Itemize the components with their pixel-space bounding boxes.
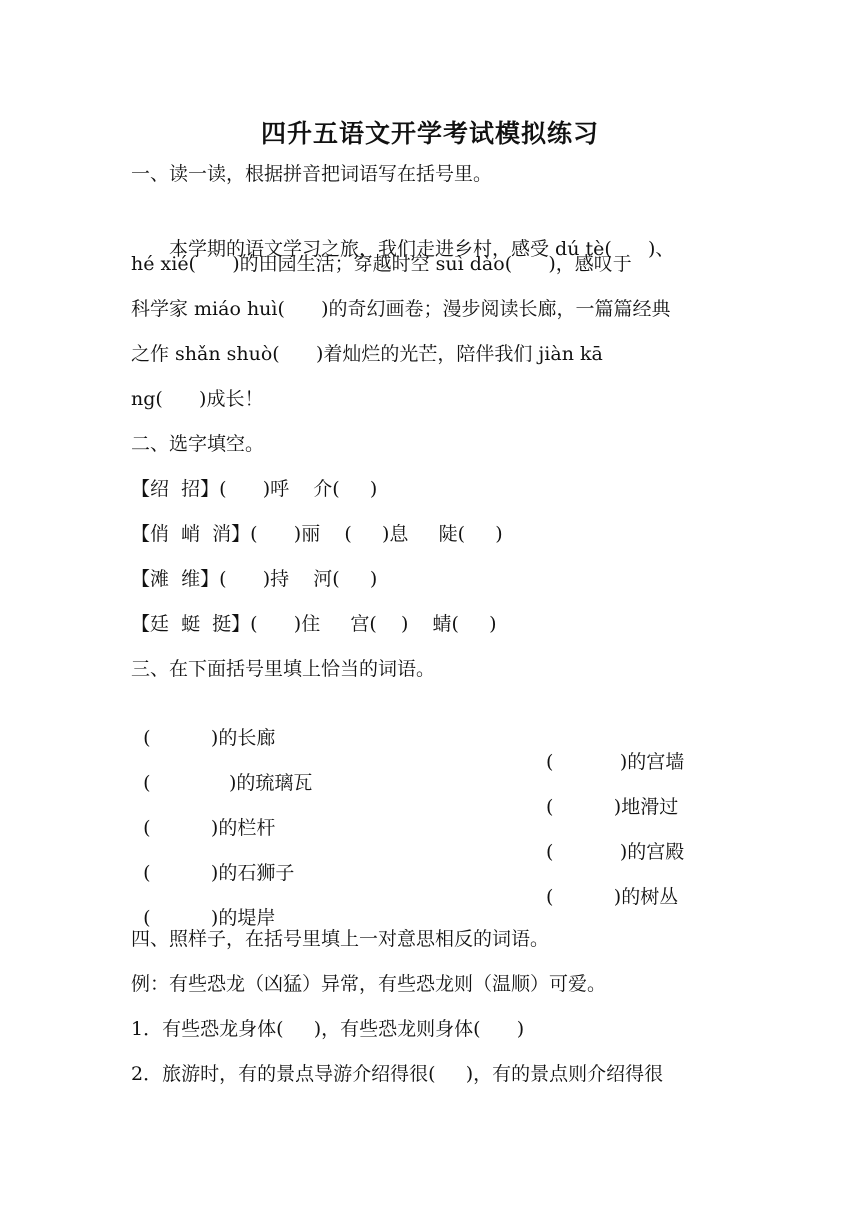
choice-item: 【滩 维】( )持 河( ) xyxy=(131,568,378,590)
choice-item: 【廷 蜓 挺】( )住 宫( ) 蜻( ) xyxy=(131,613,497,635)
page-title: 四升五语文开学考试模拟练习 xyxy=(260,119,599,148)
section-2-heading: 二、选字填空。 xyxy=(131,433,265,455)
fill-item: ( )的树丛 xyxy=(546,886,679,908)
section-4-heading: 四、照样子，在括号里填上一对意思相反的词语。 xyxy=(131,928,550,950)
fill-item: ( )的石狮子 xyxy=(143,862,295,884)
fill-item: ( )的栏杆 xyxy=(143,817,276,839)
fill-row xyxy=(131,882,276,929)
section-3-heading: 三、在下面括号里填上恰当的词语。 xyxy=(131,658,436,680)
section-1-paragraph-line: ng( )成长！ xyxy=(131,388,264,410)
fill-item: ( )的宫墙 xyxy=(546,751,685,773)
fill-item: ( )的长廊 xyxy=(143,727,276,749)
question-item: 1．有些恐龙身体( )，有些恐龙则身体( ) xyxy=(131,1018,525,1040)
fill-item: ( )的琉璃瓦 xyxy=(143,772,313,794)
fill-item: ( )的堤岸 xyxy=(143,907,276,929)
fill-row xyxy=(131,702,685,773)
section-1-paragraph-line: 之作 shǎn shuò( )着灿烂的光芒，陪伴我们 jiàn kā xyxy=(131,343,603,365)
section-1-paragraph-line: hé xié( )的田园生活；穿越时空 suì dào( )，感叹于 xyxy=(131,253,632,275)
example-sentence: 例：有些恐龙（凶猛）异常，有些恐龙则（温顺）可爱。 xyxy=(131,973,607,995)
choice-item: 【俏 峭 消】( )丽 ( )息 陡( ) xyxy=(131,523,503,545)
choice-item: 【绍 招】( )呼 介( ) xyxy=(131,478,378,500)
section-1-paragraph-line: 科学家 miáo huì( )的奇幻画卷；漫步阅读长廊，一篇篇经典 xyxy=(131,298,671,320)
question-item: 2．旅游时，有的景点导游介绍得很( )，有的景点则介绍得很 xyxy=(131,1063,664,1085)
fill-item: ( )的宫殿 xyxy=(546,841,685,863)
fill-item: ( )地滑过 xyxy=(546,796,679,818)
section-1-heading: 一、读一读，根据拼音把词语写在括号里。 xyxy=(131,163,493,185)
section-1-paragraph-line: 本学期的语文学习之旅，我们走进乡村，感受 dú tè( )、 xyxy=(169,238,675,260)
